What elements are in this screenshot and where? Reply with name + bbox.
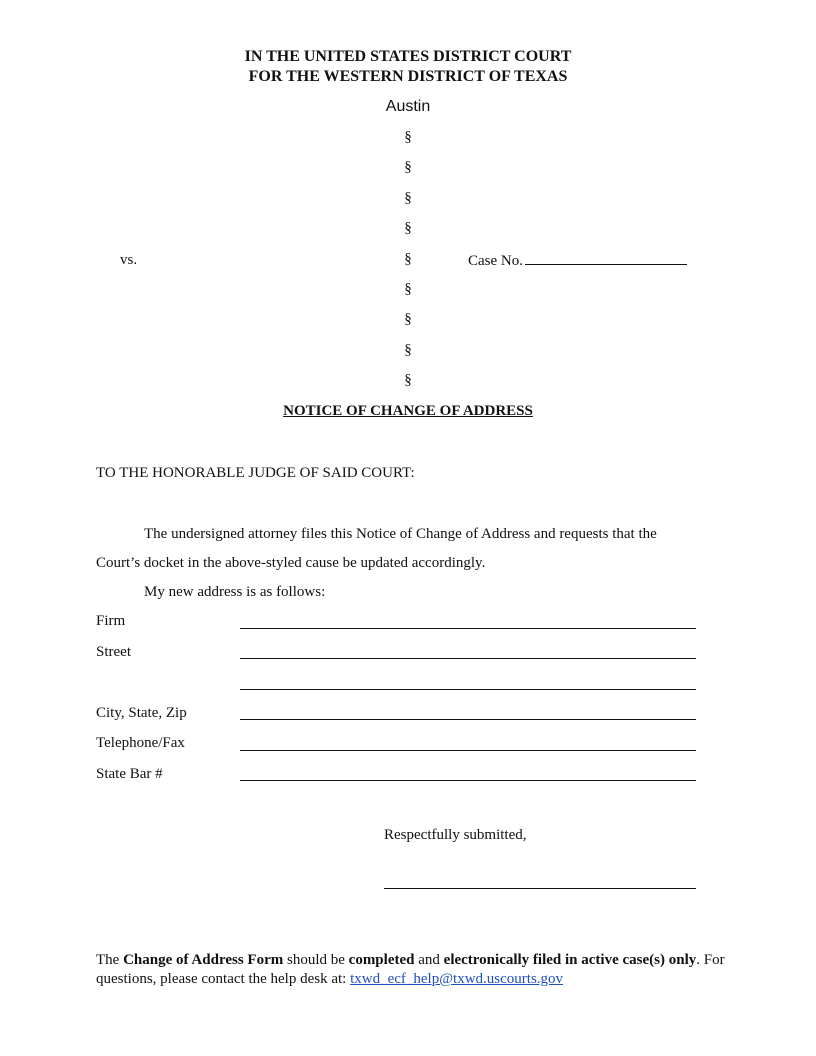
telephone-fax-field[interactable] — [240, 750, 696, 751]
city-state-zip-field[interactable] — [240, 719, 696, 720]
versus-label: vs. — [120, 252, 138, 268]
footer-should-be: should be — [286, 952, 345, 968]
footer-the: The — [96, 952, 120, 968]
section-symbol: § — [404, 311, 412, 327]
section-symbol: § — [404, 372, 412, 388]
section-symbol: § — [404, 281, 412, 297]
section-symbol: § — [404, 129, 412, 145]
signature-line[interactable] — [384, 888, 696, 889]
section-symbol: § — [404, 342, 412, 358]
salutation: TO THE HONORABLE JUDGE OF SAID COURT: — [96, 465, 415, 481]
telephone-fax-label: Telephone/Fax — [96, 735, 185, 751]
city-state-zip-label: City, State, Zip — [96, 705, 187, 721]
section-symbol: § — [404, 251, 412, 267]
help-desk-email-link[interactable]: txwd_ecf_help@txwd.uscourts.gov — [350, 971, 564, 987]
footer-completed: completed — [348, 952, 415, 968]
court-name-line-1: IN THE UNITED STATES DISTRICT COURT — [244, 48, 572, 65]
street-field[interactable] — [240, 658, 696, 659]
firm-label: Firm — [96, 613, 126, 629]
footer-filed-in-active: electronically filed in active case(s) — [443, 952, 665, 968]
section-symbol: § — [404, 220, 412, 236]
section-symbol: § — [404, 159, 412, 175]
court-name-line-2: FOR THE WESTERN DISTRICT OF TEXAS — [248, 68, 568, 85]
state-bar-field[interactable] — [240, 780, 696, 781]
notice-title — [0, 402, 816, 420]
division-name: Austin — [385, 98, 431, 115]
case-number-label: Case No. — [468, 253, 523, 269]
footer-and: and — [418, 952, 440, 968]
firm-field[interactable] — [240, 628, 696, 629]
footer-questions: . For questions, please contact the help desk at: — [96, 952, 725, 987]
footer-only: only — [668, 952, 697, 968]
new-address-intro: My new address is as follows: — [144, 584, 326, 600]
section-symbol: § — [404, 190, 412, 206]
body-paragraph-line-2: Court’s docket in the above-styled cause be updated accordingly. — [96, 555, 486, 571]
closing-text: Respectfully submitted, — [384, 827, 527, 843]
body-paragraph-line-1: The undersigned attorney files this Notice of Change of Address and requests that the — [144, 526, 657, 542]
case-number-blank — [525, 250, 687, 265]
street-label: Street — [96, 644, 131, 660]
case-number — [468, 250, 687, 270]
street-field-line-2[interactable] — [240, 689, 696, 690]
footer-instructions — [96, 951, 726, 989]
state-bar-label: State Bar # — [96, 766, 163, 782]
footer-form-name: Change of Address Form — [123, 952, 284, 968]
notice-title-text: NOTICE OF CHANGE OF ADDRESS — [283, 403, 533, 419]
